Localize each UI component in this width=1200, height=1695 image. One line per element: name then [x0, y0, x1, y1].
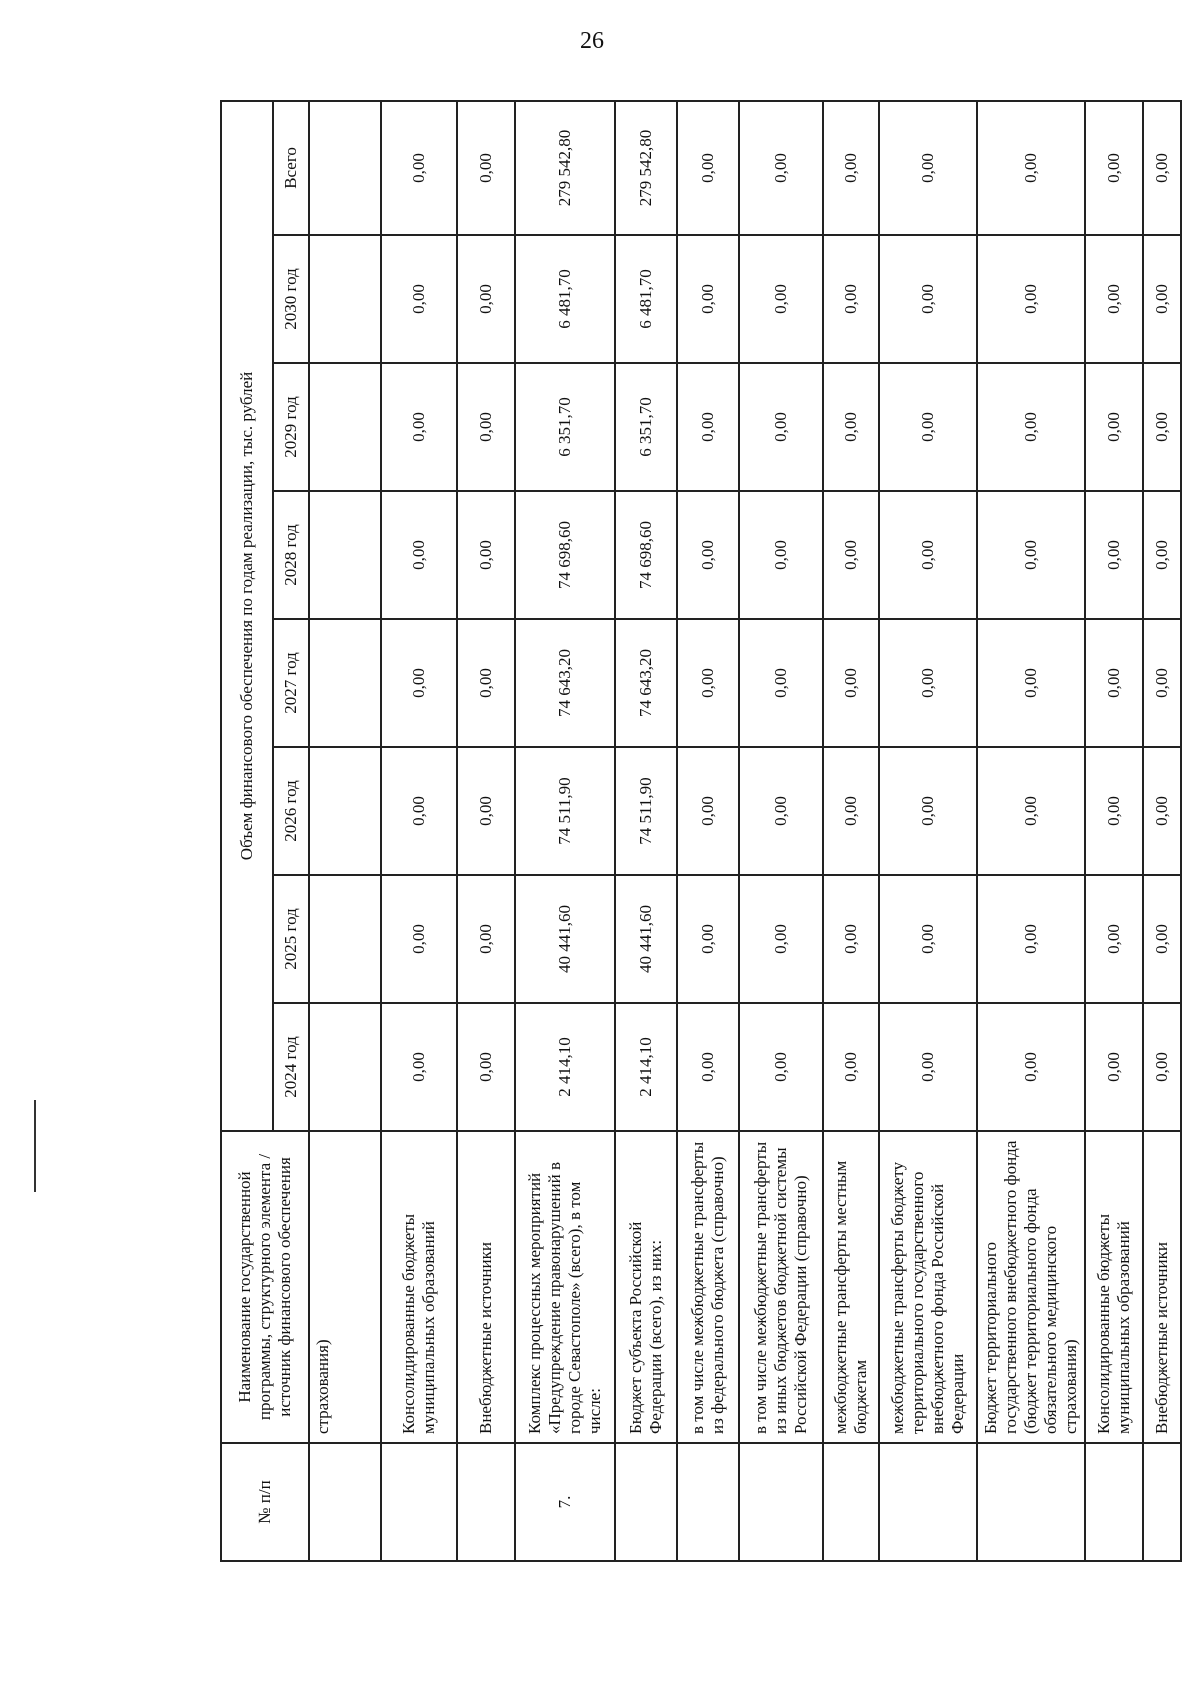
header-year: 2029 год [273, 363, 309, 491]
financing-table [220, 100, 1182, 1562]
row-year-value: 0,00 [977, 491, 1085, 619]
row-year-value: 0,00 [1085, 747, 1143, 875]
row-total-value: 0,00 [677, 101, 739, 235]
row-number [457, 1443, 515, 1561]
row-total-value [309, 101, 381, 235]
row-number [977, 1443, 1085, 1561]
row-year-value: 0,00 [457, 235, 515, 363]
table-row [1143, 101, 1181, 1561]
row-year-value: 74 511,90 [615, 747, 677, 875]
row-year-value: 0,00 [1143, 235, 1181, 363]
row-year-value: 0,00 [381, 363, 457, 491]
row-name: страхования) [309, 1131, 381, 1443]
row-year-value: 0,00 [977, 747, 1085, 875]
row-name: в том числе межбюджетные трансферты из иных бюджетов бюджетной системы Российской Федерации (справочно) [739, 1131, 823, 1443]
row-year-value: 0,00 [823, 235, 879, 363]
row-year-value: 0,00 [1143, 363, 1181, 491]
row-year-value: 0,00 [1085, 619, 1143, 747]
row-year-value: 0,00 [739, 235, 823, 363]
table-row [457, 101, 515, 1561]
header-num: № п/п [221, 1443, 309, 1561]
row-year-value: 0,00 [1143, 619, 1181, 747]
row-year-value: 0,00 [977, 235, 1085, 363]
row-year-value: 0,00 [977, 363, 1085, 491]
header-year: 2026 год [273, 747, 309, 875]
header-year: 2024 год [273, 1003, 309, 1131]
row-year-value: 0,00 [457, 491, 515, 619]
row-year-value: 6 351,70 [615, 363, 677, 491]
row-name: Консолидированные бюджеты муниципальных образований [1085, 1131, 1143, 1443]
row-year-value: 0,00 [977, 1003, 1085, 1131]
row-year-value: 0,00 [879, 875, 977, 1003]
row-year-value: 0,00 [879, 747, 977, 875]
row-year-value: 0,00 [977, 619, 1085, 747]
row-year-value: 0,00 [1085, 1003, 1143, 1131]
row-year-value: 0,00 [739, 619, 823, 747]
row-year-value: 0,00 [677, 1003, 739, 1131]
row-name: межбюджетные трансферты бюджету территориального государственного внебюджетного фонда Российской Федерации [879, 1131, 977, 1443]
row-year-value [309, 235, 381, 363]
row-year-value [309, 363, 381, 491]
row-year-value: 0,00 [739, 875, 823, 1003]
row-year-value: 0,00 [879, 619, 977, 747]
header-year: 2025 год [273, 875, 309, 1003]
row-year-value: 40 441,60 [515, 875, 615, 1003]
row-year-value: 0,00 [823, 747, 879, 875]
row-number [381, 1443, 457, 1561]
row-number [879, 1443, 977, 1561]
row-year-value: 74 643,20 [615, 619, 677, 747]
header-name: Наименование государственной программы, структурного элемента / источник финансового обеспечения [221, 1131, 309, 1443]
row-year-value [309, 747, 381, 875]
header-total: Всего [273, 101, 309, 235]
row-year-value: 0,00 [1085, 363, 1143, 491]
header-year: 2027 год [273, 619, 309, 747]
row-total-value: 0,00 [977, 101, 1085, 235]
row-year-value: 0,00 [1143, 491, 1181, 619]
row-year-value: 6 481,70 [615, 235, 677, 363]
table-row [823, 101, 879, 1561]
row-total-value: 0,00 [879, 101, 977, 235]
row-year-value: 74 511,90 [515, 747, 615, 875]
row-total-value: 0,00 [823, 101, 879, 235]
row-year-value: 2 414,10 [515, 1003, 615, 1131]
row-year-value: 0,00 [381, 875, 457, 1003]
table-row [1085, 101, 1143, 1561]
header-year: 2030 год [273, 235, 309, 363]
row-name: Бюджет субъекта Российской Федерации (всего), из них: [615, 1131, 677, 1443]
table-row [879, 101, 977, 1561]
row-number: 7. [515, 1443, 615, 1561]
row-year-value: 0,00 [823, 491, 879, 619]
row-year-value: 0,00 [381, 235, 457, 363]
row-number [615, 1443, 677, 1561]
row-name: в том числе межбюджетные трансферты из федерального бюджета (справочно) [677, 1131, 739, 1443]
row-year-value: 74 643,20 [515, 619, 615, 747]
row-name: Бюджет территориального государственного внебюджетного фонда (бюджет территориального фонда обязательного медицинского страхования) [977, 1131, 1085, 1443]
row-year-value [309, 1003, 381, 1131]
row-year-value: 0,00 [457, 363, 515, 491]
margin-mark [34, 1100, 36, 1192]
row-number [823, 1443, 879, 1561]
row-year-value [309, 491, 381, 619]
row-year-value: 0,00 [1085, 235, 1143, 363]
row-name: межбюджетные трансферты местным бюджетам [823, 1131, 879, 1443]
row-year-value: 0,00 [381, 747, 457, 875]
row-year-value: 0,00 [677, 363, 739, 491]
row-name: Комплекс процессных мероприятий «Предупреждение правонарушений в городе Севастополе» (всего), в том числе: [515, 1131, 615, 1443]
row-year-value: 0,00 [381, 491, 457, 619]
row-year-value: 0,00 [457, 1003, 515, 1131]
row-total-value: 279 542,80 [615, 101, 677, 235]
table-row [309, 101, 381, 1561]
row-year-value: 74 698,60 [515, 491, 615, 619]
row-year-value [309, 875, 381, 1003]
row-number [309, 1443, 381, 1561]
row-year-value: 0,00 [879, 491, 977, 619]
row-total-value: 0,00 [1143, 101, 1181, 235]
table-body [309, 101, 1181, 1561]
table-row [739, 101, 823, 1561]
row-number [1085, 1443, 1143, 1561]
row-year-value: 40 441,60 [615, 875, 677, 1003]
row-year-value: 0,00 [879, 363, 977, 491]
table-row [977, 101, 1085, 1561]
row-year-value: 0,00 [823, 1003, 879, 1131]
row-year-value: 0,00 [457, 747, 515, 875]
row-year-value: 0,00 [739, 363, 823, 491]
row-year-value: 0,00 [739, 747, 823, 875]
row-year-value: 6 351,70 [515, 363, 615, 491]
header-year: 2028 год [273, 491, 309, 619]
row-total-value: 279 542,80 [515, 101, 615, 235]
row-year-value: 2 414,10 [615, 1003, 677, 1131]
row-year-value: 0,00 [879, 235, 977, 363]
row-year-value: 0,00 [823, 363, 879, 491]
table-row [615, 101, 677, 1561]
row-year-value: 0,00 [677, 619, 739, 747]
row-year-value: 0,00 [1143, 747, 1181, 875]
row-number [739, 1443, 823, 1561]
row-name: Внебюджетные источники [1143, 1131, 1181, 1443]
row-year-value: 0,00 [677, 491, 739, 619]
table-row [677, 101, 739, 1561]
row-year-value: 0,00 [381, 1003, 457, 1131]
row-year-value: 74 698,60 [615, 491, 677, 619]
row-year-value: 0,00 [977, 875, 1085, 1003]
row-total-value: 0,00 [457, 101, 515, 235]
row-year-value: 0,00 [457, 619, 515, 747]
row-total-value: 0,00 [1085, 101, 1143, 235]
row-name: Внебюджетные источники [457, 1131, 515, 1443]
table-row [381, 101, 457, 1561]
row-year-value: 0,00 [677, 875, 739, 1003]
row-year-value: 0,00 [1085, 491, 1143, 619]
rotated-table-container [220, 102, 1172, 1562]
table-row [515, 101, 615, 1561]
row-year-value: 0,00 [381, 619, 457, 747]
header-volume: Объем финансового обеспечения по годам реализации, тыс. рублей [221, 101, 273, 1131]
row-year-value: 0,00 [677, 235, 739, 363]
row-year-value: 0,00 [739, 1003, 823, 1131]
page-number: 26 [580, 28, 604, 54]
row-year-value [309, 619, 381, 747]
row-year-value: 6 481,70 [515, 235, 615, 363]
row-total-value: 0,00 [381, 101, 457, 235]
row-number [1143, 1443, 1181, 1561]
row-number [677, 1443, 739, 1561]
row-year-value: 0,00 [823, 619, 879, 747]
row-year-value: 0,00 [739, 491, 823, 619]
row-year-value: 0,00 [677, 747, 739, 875]
row-year-value: 0,00 [1143, 875, 1181, 1003]
row-year-value: 0,00 [1085, 875, 1143, 1003]
row-total-value: 0,00 [739, 101, 823, 235]
row-year-value: 0,00 [1143, 1003, 1181, 1131]
row-year-value: 0,00 [879, 1003, 977, 1131]
row-name: Консолидированные бюджеты муниципальных образований [381, 1131, 457, 1443]
row-year-value: 0,00 [457, 875, 515, 1003]
row-year-value: 0,00 [823, 875, 879, 1003]
